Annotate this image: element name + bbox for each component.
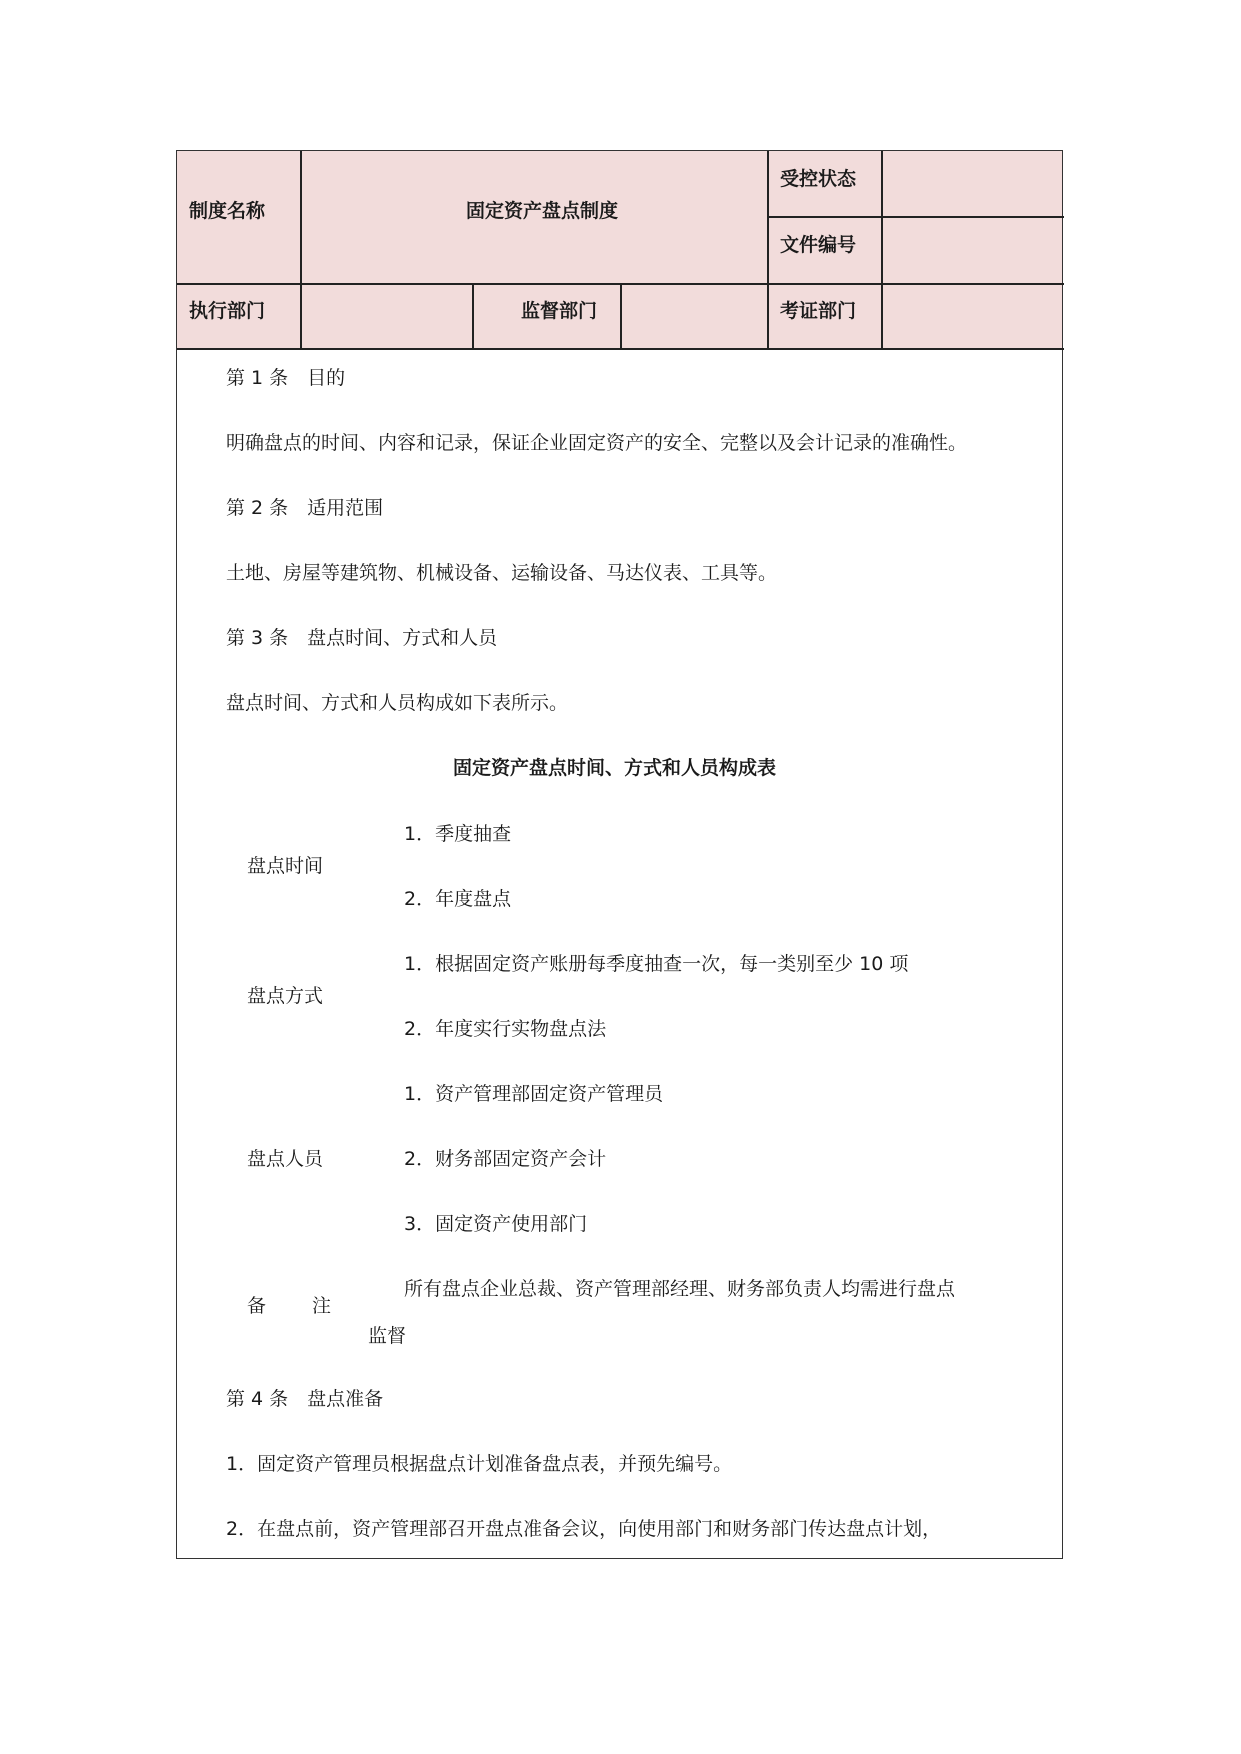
article-3-text: 盘点时间、方式和人员构成如下表所示。: [226, 692, 569, 714]
article-1-title: 第 1 条 目的: [226, 367, 346, 389]
article-2-title: 第 2 条 适用范围: [226, 497, 384, 519]
divider: [881, 151, 883, 349]
name-value: 固定资产盘点制度: [466, 200, 619, 222]
note-line-2: 监督: [368, 1325, 407, 1347]
article-4-item-1: 1．固定资产管理员根据盘点计划准备盘点表，并预先编号。: [226, 1453, 733, 1475]
time-label: 盘点时间: [247, 855, 324, 877]
divider: [767, 151, 769, 349]
note-line-1: 所有盘点企业总裁、资产管理部经理、财务部负责人均需进行盘点: [404, 1278, 956, 1300]
divider: [300, 151, 302, 283]
staff-item-1: 1．资产管理部固定资产管理员: [404, 1083, 664, 1105]
divider: [300, 283, 302, 349]
article-2-text: 土地、房屋等建筑物、机械设备、运输设备、马达仪表、工具等。: [226, 562, 778, 584]
name-label: 制度名称: [189, 200, 266, 222]
article-4-title: 第 4 条 盘点准备: [226, 1388, 384, 1410]
control-status-label: 受控状态: [780, 168, 857, 190]
note-label-2: 注: [312, 1295, 332, 1317]
time-item-1: 1．季度抽查: [404, 823, 512, 845]
supervise-dept-label: 监督部门: [521, 300, 598, 322]
article-3-title: 第 3 条 盘点时间、方式和人员: [226, 627, 498, 649]
method-item-2: 2．年度实行实物盘点法: [404, 1018, 607, 1040]
method-item-1: 1．根据固定资产账册每季度抽查一次，每一类别至少 10 项: [404, 953, 909, 975]
staff-item-3: 3．固定资产使用部门: [404, 1213, 588, 1235]
method-label: 盘点方式: [247, 985, 324, 1007]
article-1-text: 明确盘点的时间、内容和记录，保证企业固定资产的安全、完整以及会计记录的准确性。: [226, 432, 968, 454]
article-4-item-2: 2．在盘点前，资产管理部召开盘点准备会议，向使用部门和财务部门传达盘点计划，: [226, 1518, 942, 1540]
header-table: [177, 151, 1062, 349]
table-title: 固定资产盘点时间、方式和人员构成表: [453, 757, 777, 779]
note-label-1: 备: [247, 1295, 267, 1317]
staff-item-2: 2．财务部固定资产会计: [404, 1148, 607, 1170]
divider: [767, 216, 1064, 218]
verify-dept-label: 考证部门: [780, 300, 857, 322]
staff-label: 盘点人员: [247, 1148, 324, 1170]
divider: [177, 283, 1064, 285]
file-number-label: 文件编号: [780, 234, 857, 256]
time-item-2: 2．年度盘点: [404, 888, 512, 910]
document-frame: [176, 150, 1063, 1559]
divider: [472, 283, 474, 349]
exec-dept-label: 执行部门: [189, 300, 266, 322]
divider: [177, 348, 1064, 350]
divider: [620, 283, 622, 349]
